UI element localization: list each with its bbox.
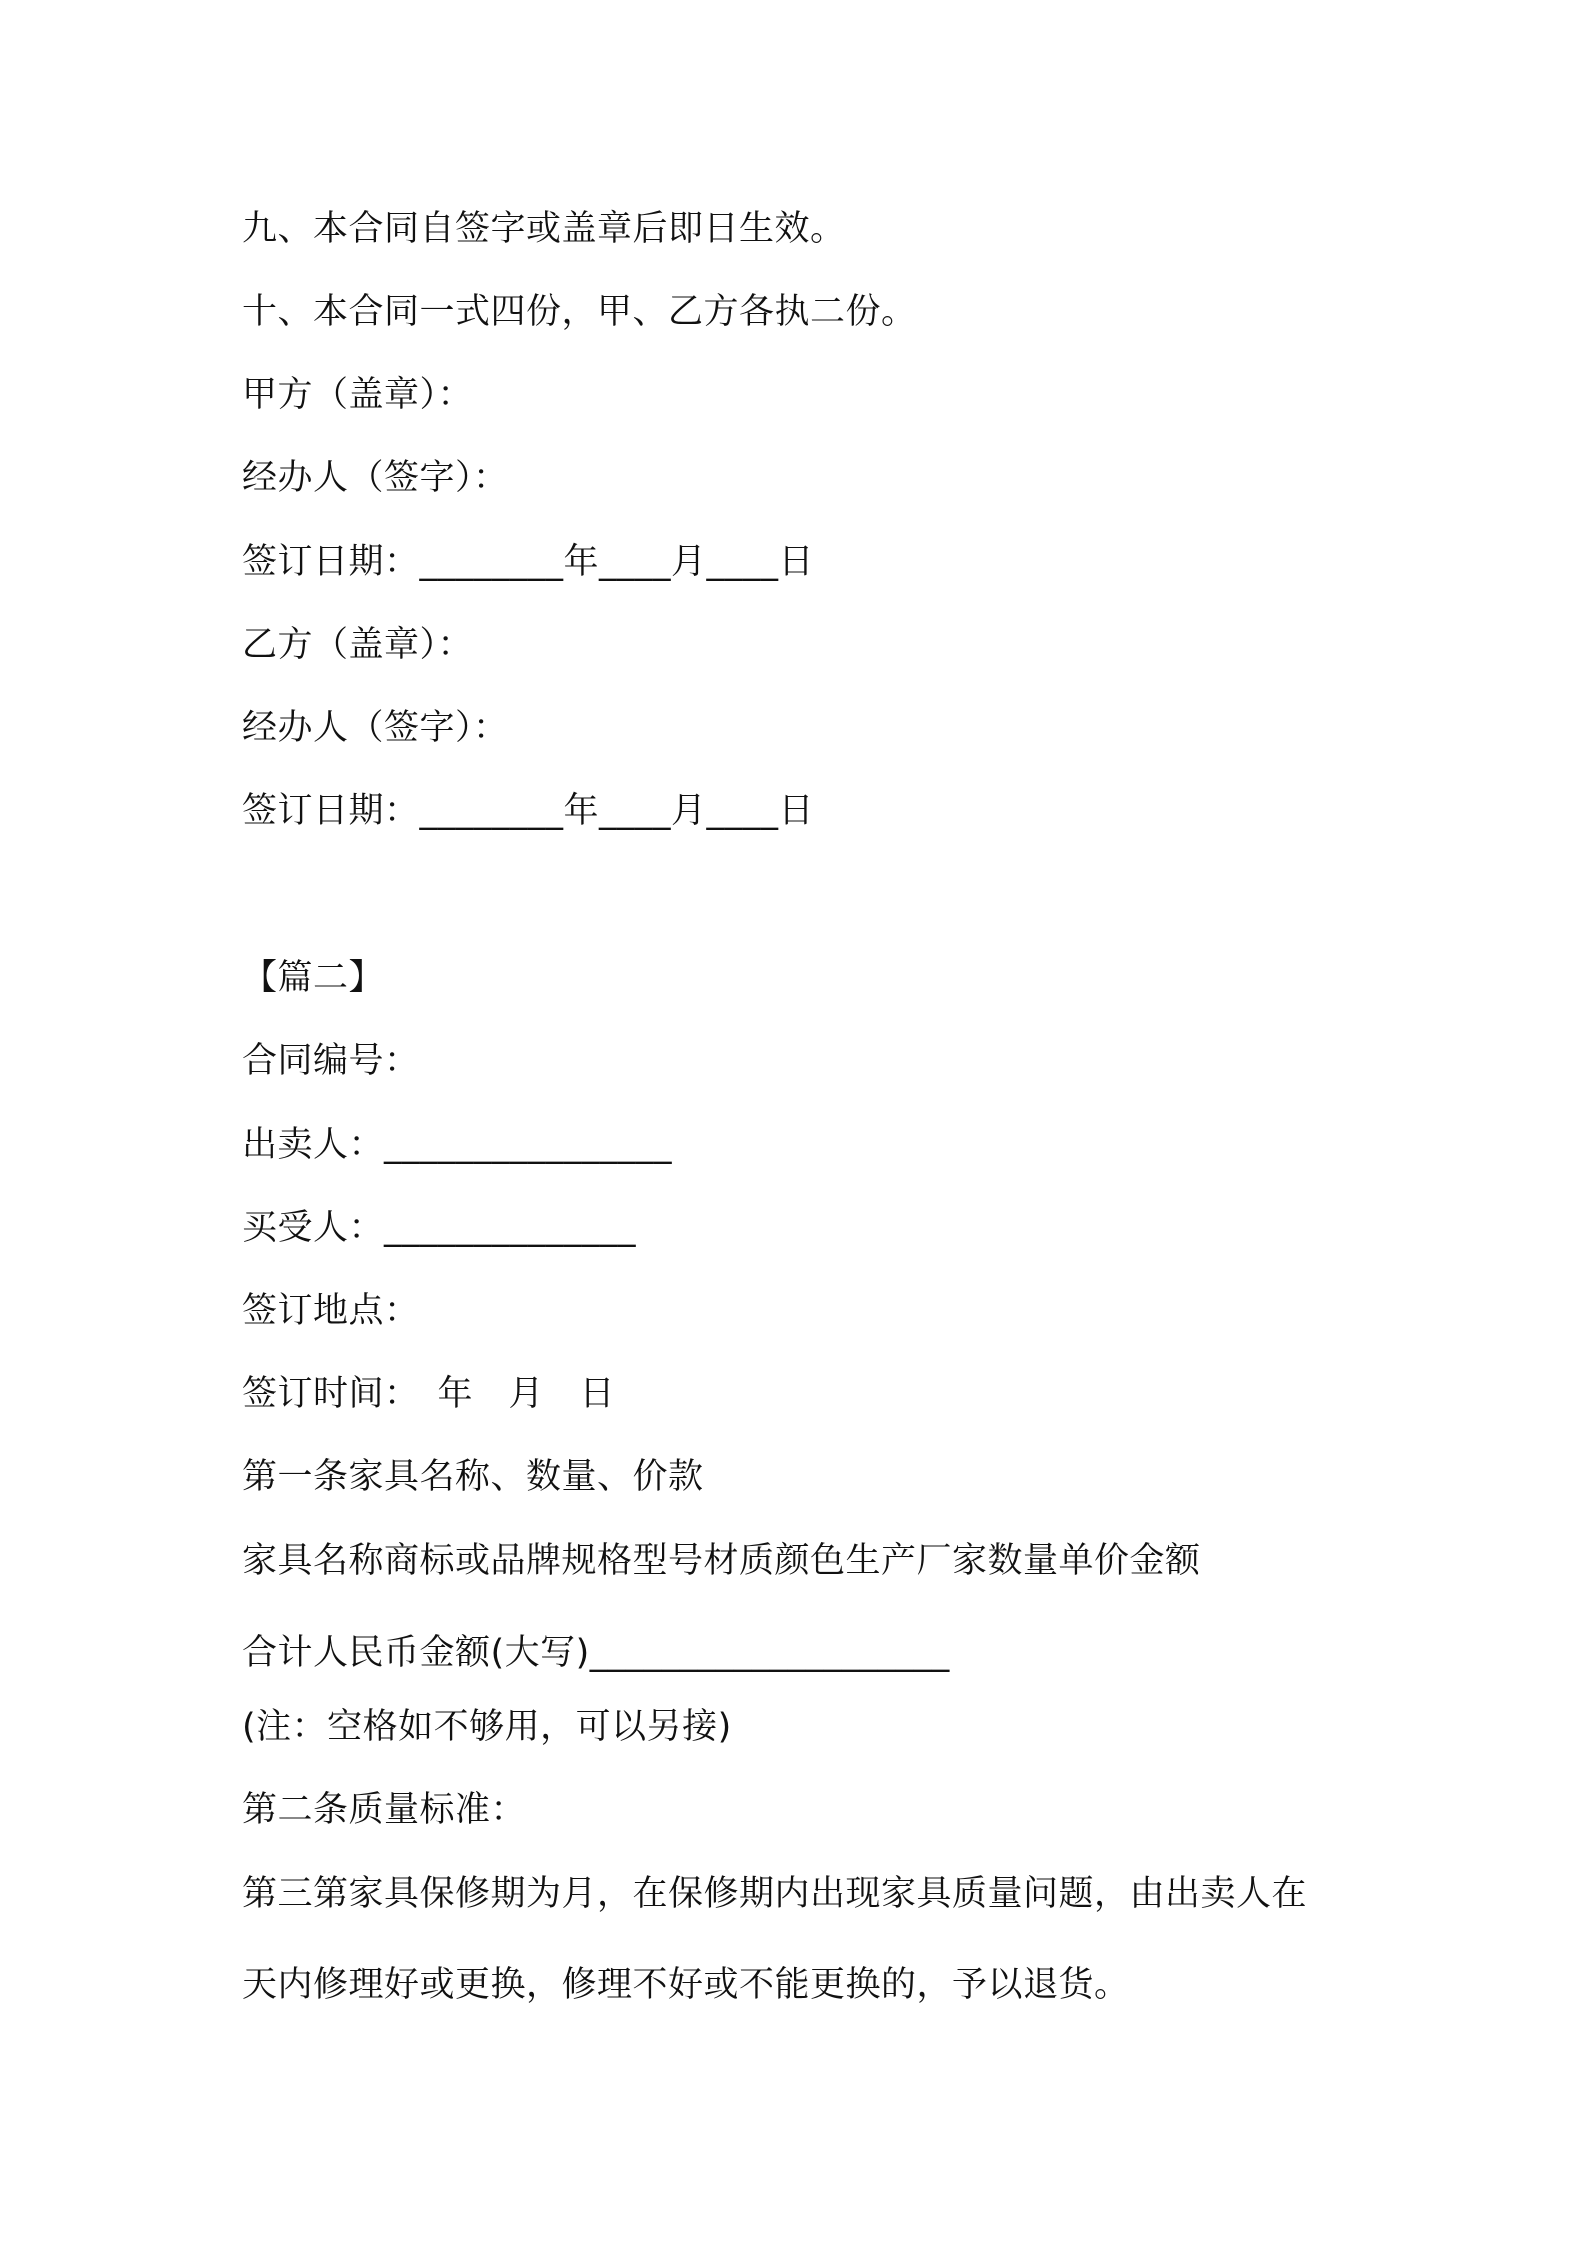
furniture-table-header: 家具名称商标或品牌规格型号材质颜色生产厂家数量单价金额 <box>242 1541 1201 1581</box>
party-b-seal-label: 乙方（盖章）： <box>242 625 474 665</box>
total-amount-label: 合计人民币金额(大写)____________________ <box>242 1633 950 1673</box>
party-a-seal-label: 甲方（盖章）： <box>242 375 474 415</box>
clause-nine: 九、本合同自签字或盖章后即日生效。 <box>242 209 846 249</box>
article-three-line-1: 第三第家具保修期为月，在保修期内出现家具质量问题，由出卖人在 <box>242 1874 1308 1914</box>
seller-label: 出卖人：________________ <box>242 1125 673 1165</box>
buyer-label: 买受人：______________ <box>242 1208 637 1248</box>
article-three-line-2: 天内修理好或更换，修理不好或不能更换的，予以退货。 <box>242 1965 1130 2005</box>
sign-time-label: 签订时间： 年 月 日 <box>242 1374 616 1414</box>
article-two-title: 第二条质量标准： <box>242 1790 527 1830</box>
clause-ten: 十、本合同一式四份，甲、乙方各执二份。 <box>242 292 917 332</box>
party-a-sign-date: 签订日期：________年____月____日 <box>242 542 815 582</box>
party-b-sign-date: 签订日期：________年____月____日 <box>242 791 815 831</box>
party-a-handler-label: 经办人（签字）： <box>242 458 509 498</box>
note-text: (注：空格如不够用，可以另接) <box>242 1707 732 1747</box>
party-b-handler-label: 经办人（签字）： <box>242 708 509 748</box>
section-heading: 【篇二】 <box>242 958 385 998</box>
contract-number-label: 合同编号： <box>242 1041 420 1081</box>
sign-place-label: 签订地点： <box>242 1291 420 1331</box>
article-one-title: 第一条家具名称、数量、价款 <box>242 1457 704 1497</box>
